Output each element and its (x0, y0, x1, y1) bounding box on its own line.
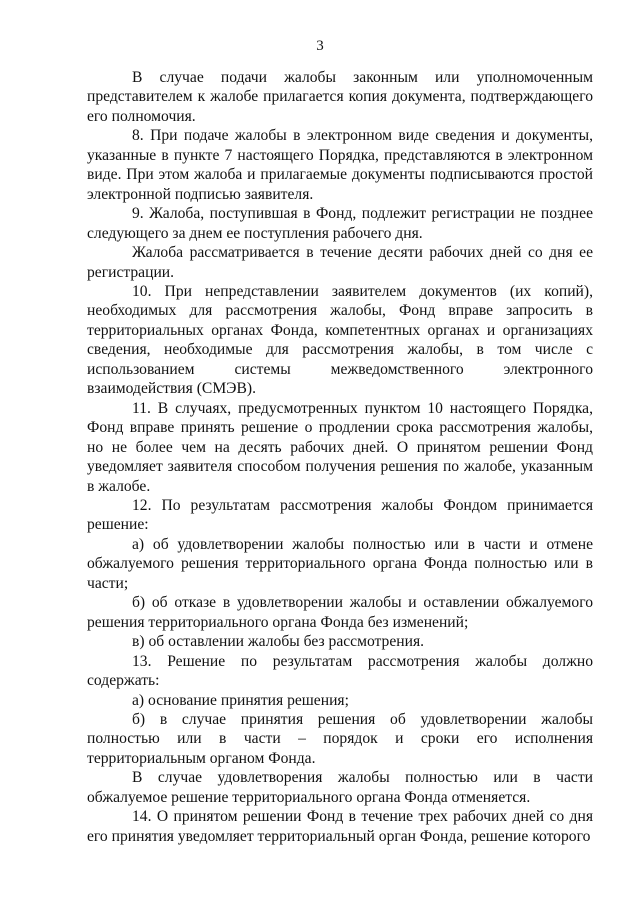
page-number: 3 (316, 38, 324, 54)
paragraph-item-13-a: а) основание принятия решения; (132, 691, 349, 709)
paragraph-item-12-c: в) об оставлении жалобы без рассмотрения. (132, 633, 425, 651)
paragraph-item-12: 12. По результатам рассмотрения жалобы Фондом принимается решение: (87, 496, 593, 534)
paragraph-item-10: 10. При непредставлении заявителем документов (их копий), необходимых для рассмотрения жалобы, Фонд вправе запросить в территориальных органах Фонда, компетентных органах и организациях сведения, необходимые для рассмотрения жалобы, в том числе с использованием системы межведомственного электронного взаимодействия (СМЭВ). (87, 282, 593, 398)
paragraph-item-12-b: б) об отказе в удовлетворении жалобы и оставлении обжалуемого решения территориального органа Фонда без изменений; (87, 594, 593, 631)
paragraph-item-8: 8. При подаче жалобы в электронном виде сведения и документы, указанные в пункте 7 настоящего Порядка, представляются в электронном виде. При этом жалоба и прилагаемые документы подписываются простой электронной подписью заявителя. (87, 127, 593, 203)
paragraph-cancellation: В случае удовлетворения жалобы полностью или в части обжалуемое решение территориального органа Фонда отменяется. (87, 769, 593, 806)
paragraph-item-9: 9. Жалоба, поступившая в Фонд, подлежит регистрации не позднее следующего за днем ее поступления рабочего дня. (87, 205, 593, 242)
paragraph-item-13: 13. Решение по результатам рассмотрения жалобы должно содержать: (87, 652, 593, 690)
paragraph-item-12-a: а) об удовлетворении жалобы полностью или в части и отмене обжалуемого решения территориального органа Фонда полностью или в части; (87, 535, 593, 592)
paragraph-item-13-b: б) в случае принятия решения об удовлетворении жалобы полностью или в части – порядок и сроки его исполнения территориальным органом Фонда. (87, 710, 593, 767)
paragraph-review-term: Жалоба рассматривается в течение десяти рабочих дней со дня ее регистрации. (87, 244, 593, 281)
paragraph-item-11: 11. В случаях, предусмотренных пунктом 10 настоящего Порядка, Фонд вправе принять решение о продлении срока рассмотрения жалобы, но не более чем на десять рабочих дней. О принятом решении Фонд уведомляет заявителя способом получения решения по жалобе, указанным в жалобе. (87, 399, 593, 495)
document-body (87, 68, 593, 846)
paragraph-representative-copy: В случае подачи жалобы законным или уполномоченным представителем к жалобе прилагается копия документа, подтверждающего его полномочия. (87, 69, 593, 125)
paragraph-item-14: 14. О принятом решении Фонд в течение трех рабочих дней со дня его принятия уведомляет территориальный орган Фонда, решение которого (87, 808, 593, 845)
